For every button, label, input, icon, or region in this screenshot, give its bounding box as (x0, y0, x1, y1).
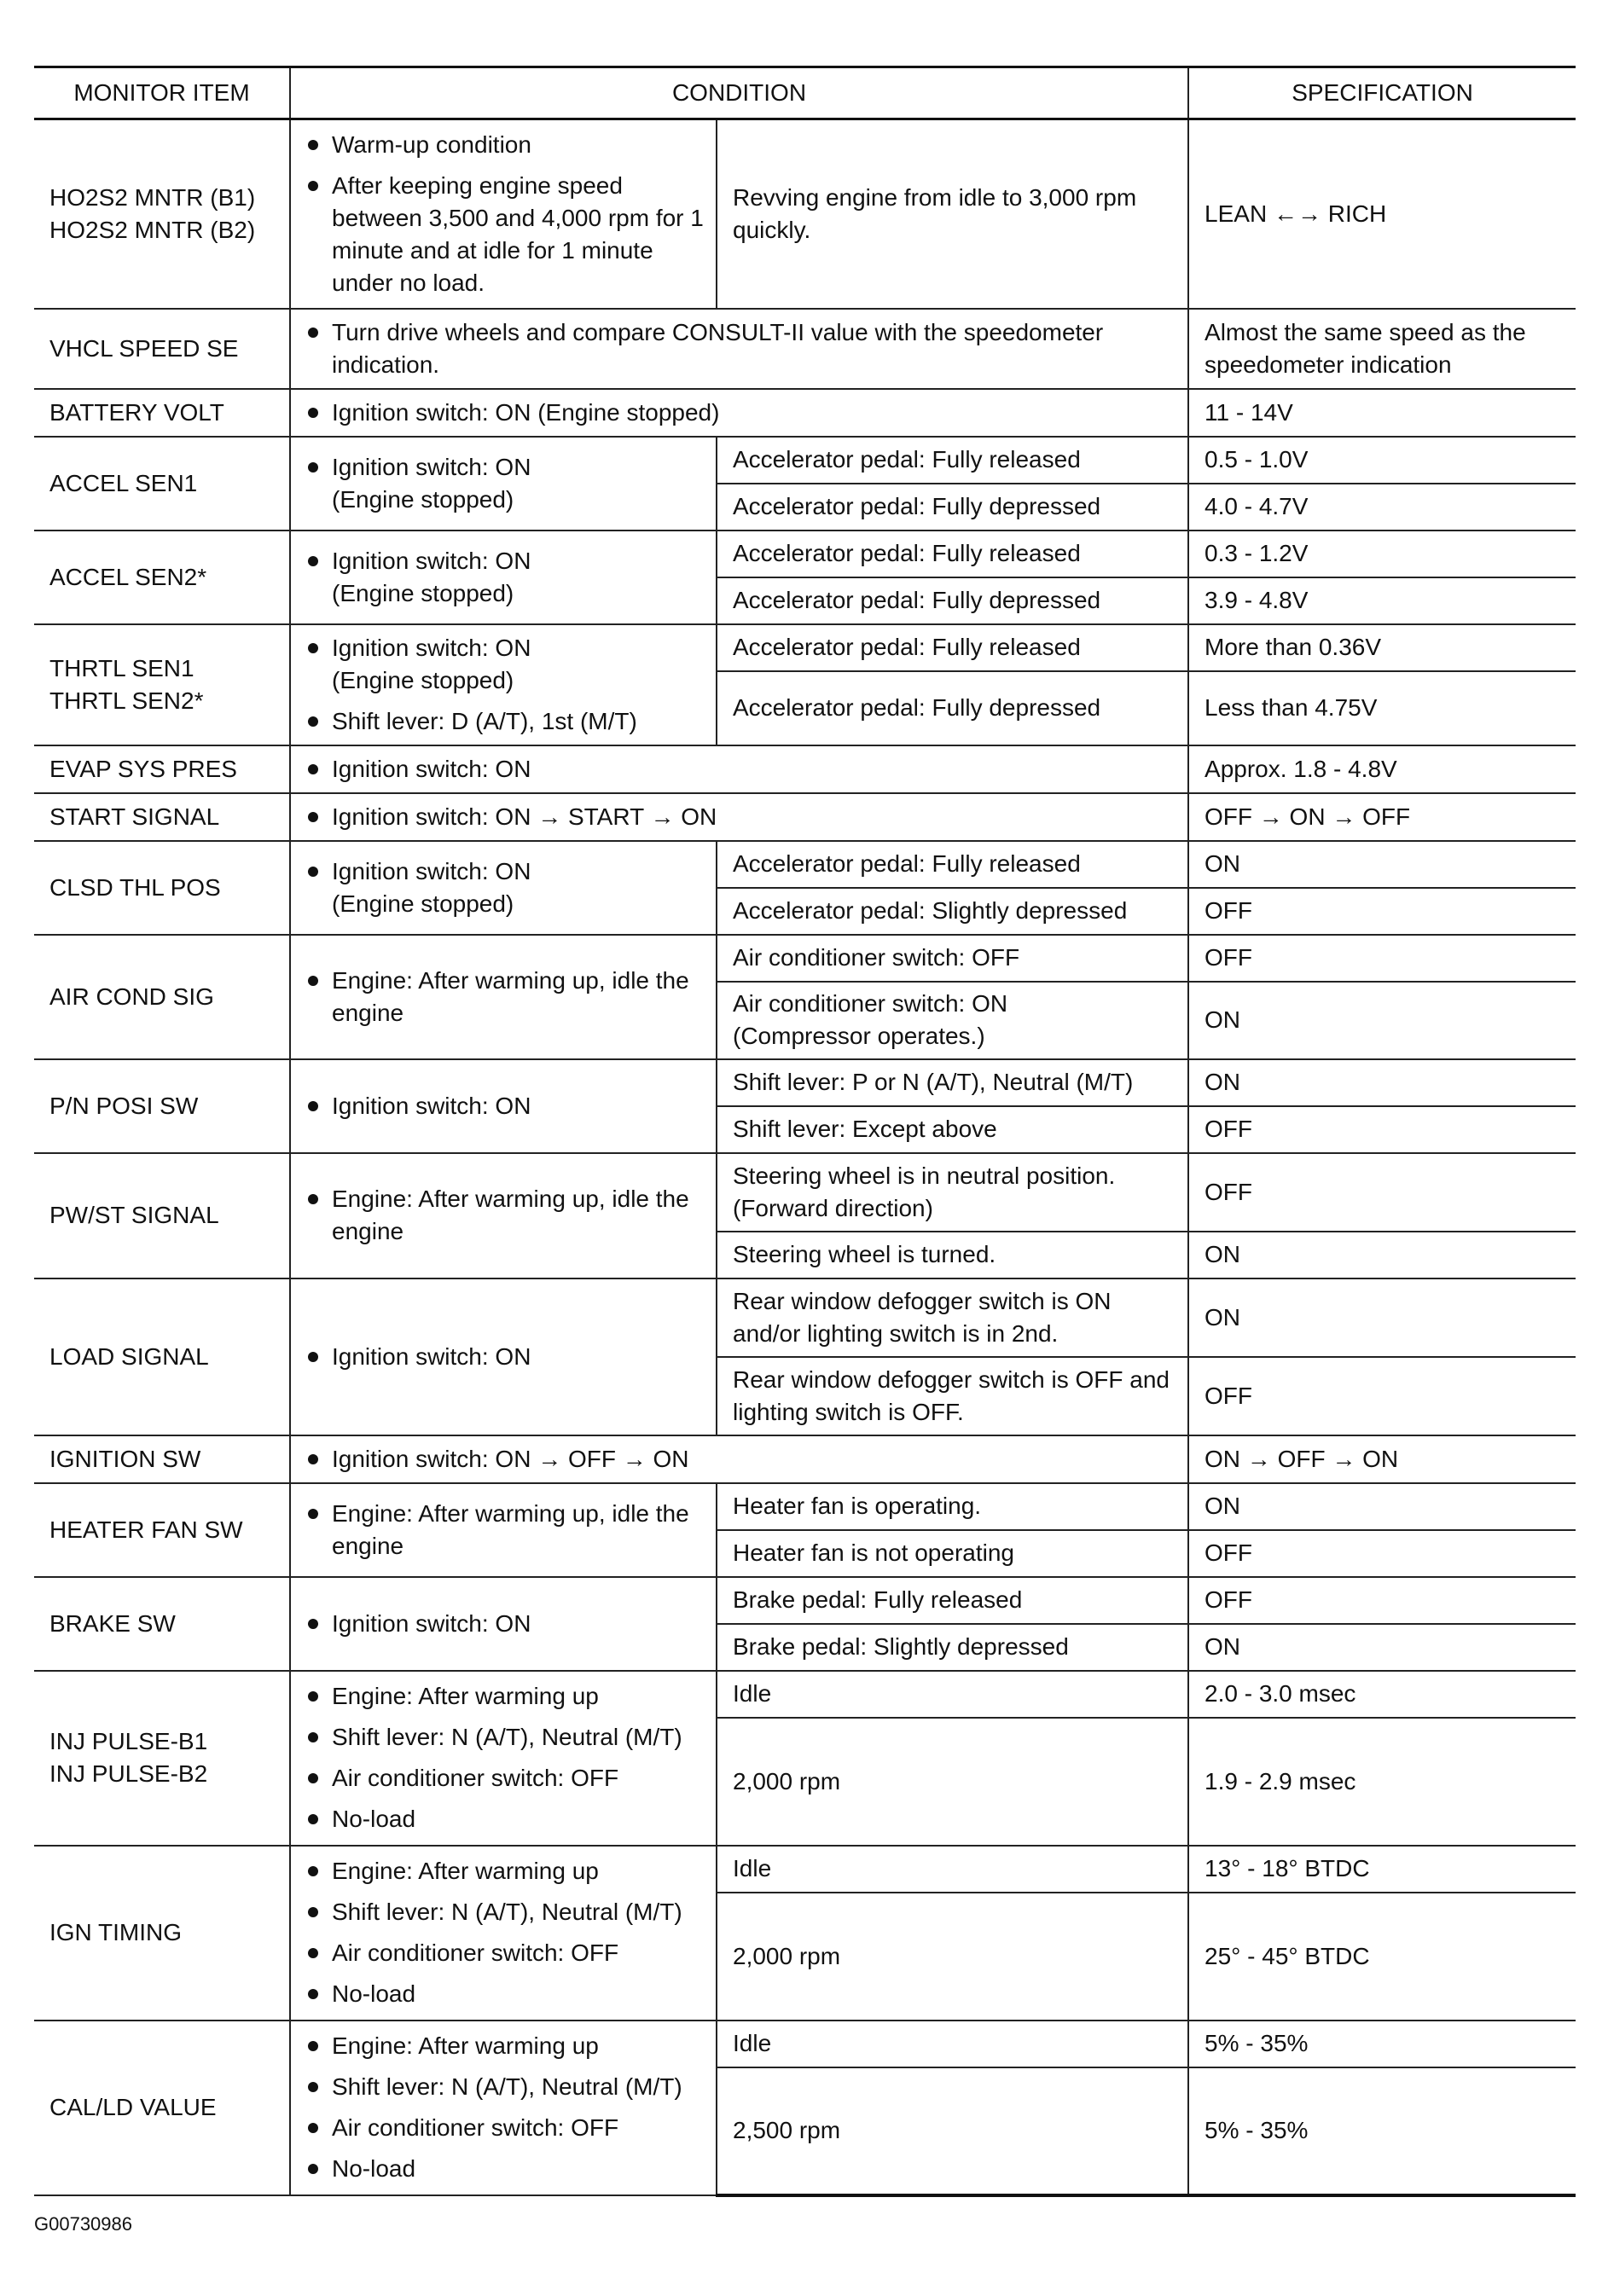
monitor-item: HO2S2 MNTR (B1) HO2S2 MNTR (B2) (34, 119, 290, 309)
sub-condition: Accelerator pedal: Fully released (717, 841, 1188, 888)
specification: OFF (1188, 888, 1576, 935)
specification: 2.0 - 3.0 msec (1188, 1671, 1576, 1718)
table-row (34, 745, 1576, 793)
condition-bullet: No-load (306, 1978, 704, 2010)
sub-condition: Accelerator pedal: Fully released (717, 437, 1188, 484)
sub-condition: Shift lever: Except above (717, 1106, 1188, 1153)
condition-bullet: Engine: After warming up, idle the engine (306, 965, 704, 1029)
monitor-item: AIR COND SIG (34, 935, 290, 1059)
condition-bullet: No-load (306, 2153, 704, 2185)
table-row (34, 841, 1576, 888)
condition (290, 309, 1188, 389)
table-row (34, 309, 1576, 389)
specification: ON (1188, 1232, 1576, 1278)
condition-bullet: Ignition switch: ON (306, 1608, 704, 1640)
specification: LEAN ←→ RICH (1188, 119, 1576, 309)
specification: ON (1188, 841, 1576, 888)
specification: 0.3 - 1.2V (1188, 531, 1576, 577)
condition-bullet: Shift lever: N (A/T), Neutral (M/T) (306, 1721, 704, 1754)
monitor-spec-table (34, 66, 1576, 2197)
sub-condition: Steering wheel is turned. (717, 1232, 1188, 1278)
condition (290, 1577, 717, 1671)
table-row (34, 1846, 1576, 1893)
monitor-item: LOAD SIGNAL (34, 1278, 290, 1435)
condition-bullet: Air conditioner switch: OFF (306, 1762, 704, 1794)
specification: 5% - 35% (1188, 2021, 1576, 2067)
table-row (34, 389, 1576, 437)
sub-condition: 2,000 rpm (717, 1893, 1188, 2021)
sub-condition: Accelerator pedal: Fully depressed (717, 577, 1188, 624)
sub-condition: 2,000 rpm (717, 1718, 1188, 1846)
condition-bullet: Warm-up condition (306, 129, 704, 161)
monitor-item: ACCEL SEN1 (34, 437, 290, 531)
monitor-item: HEATER FAN SW (34, 1483, 290, 1577)
sub-condition: Brake pedal: Slightly depressed (717, 1624, 1188, 1671)
table-row (34, 1483, 1576, 1530)
condition-bullet: Ignition switch: ON → START → ON (306, 801, 1176, 833)
specification: ON → OFF → ON (1188, 1435, 1576, 1483)
table-row (34, 793, 1576, 841)
header-specification: SPECIFICATION (1188, 67, 1576, 119)
condition-bullet: Shift lever: N (A/T), Neutral (M/T) (306, 1896, 704, 1928)
specification: ON (1188, 1483, 1576, 1530)
sub-condition: 2,500 rpm (717, 2067, 1188, 2195)
sub-condition: Air conditioner switch: OFF (717, 935, 1188, 982)
condition (290, 793, 1188, 841)
condition (290, 1059, 717, 1153)
specification: 1.9 - 2.9 msec (1188, 1718, 1576, 1846)
monitor-item: CLSD THL POS (34, 841, 290, 935)
table-row (34, 935, 1576, 982)
table-row (34, 1577, 1576, 1624)
monitor-item: IGN TIMING (34, 1846, 290, 2021)
sub-condition: Rear window defogger switch is ON and/or lighting switch is in 2nd. (717, 1278, 1188, 1357)
condition-bullet: Air conditioner switch: OFF (306, 2112, 704, 2144)
condition (290, 2021, 717, 2195)
condition-bullet: Ignition switch: ON (Engine stopped) (306, 545, 704, 610)
sub-condition: Accelerator pedal: Slightly depressed (717, 888, 1188, 935)
condition-bullet: Air conditioner switch: OFF (306, 1937, 704, 1969)
specification: OFF (1188, 1153, 1576, 1232)
table-row (34, 1059, 1576, 1106)
monitor-item: EVAP SYS PRES (34, 745, 290, 793)
specification: Less than 4.75V (1188, 671, 1576, 745)
condition (290, 531, 717, 624)
sub-condition: Steering wheel is in neutral position. (Forward direction) (717, 1153, 1188, 1232)
condition-bullet: After keeping engine speed between 3,500 and 4,000 rpm for 1 minute and at idle for 1 minute under no load. (306, 170, 704, 299)
sub-condition: Revving engine from idle to 3,000 rpm quickly. (717, 119, 1188, 309)
condition (290, 1153, 717, 1278)
specification: 4.0 - 4.7V (1188, 484, 1576, 531)
condition-bullet: Engine: After warming up (306, 1855, 704, 1887)
specification: More than 0.36V (1188, 624, 1576, 671)
specification: ON (1188, 982, 1576, 1059)
specification: 13° - 18° BTDC (1188, 1846, 1576, 1893)
sub-condition: Heater fan is not operating (717, 1530, 1188, 1577)
monitor-item: IGNITION SW (34, 1435, 290, 1483)
table-row (34, 1671, 1576, 1718)
header-row (34, 67, 1576, 119)
monitor-item: BRAKE SW (34, 1577, 290, 1671)
table-row (34, 624, 1576, 671)
sub-condition: Heater fan is operating. (717, 1483, 1188, 1530)
figure-id: G00730986 (34, 2213, 132, 2235)
table-row (34, 1278, 1576, 1357)
specification: Almost the same speed as the speedometer indication (1188, 309, 1576, 389)
condition-bullet: Ignition switch: ON → OFF → ON (306, 1443, 1176, 1476)
condition (290, 1671, 717, 1846)
condition (290, 1278, 717, 1435)
sub-condition: Rear window defogger switch is OFF and lighting switch is OFF. (717, 1357, 1188, 1435)
header-monitor-item: MONITOR ITEM (34, 67, 290, 119)
condition (290, 624, 717, 745)
sub-condition: Idle (717, 2021, 1188, 2067)
condition-bullet: Engine: After warming up, idle the engine (306, 1183, 704, 1248)
condition-bullet: Ignition switch: ON (Engine stopped) (306, 451, 704, 516)
condition-bullet: Shift lever: D (A/T), 1st (M/T) (306, 705, 704, 738)
sub-condition: Idle (717, 1846, 1188, 1893)
condition (290, 841, 717, 935)
monitor-item: VHCL SPEED SE (34, 309, 290, 389)
table-row (34, 1153, 1576, 1232)
sub-condition: Accelerator pedal: Fully released (717, 624, 1188, 671)
specification: OFF (1188, 1106, 1576, 1153)
monitor-item: CAL/LD VALUE (34, 2021, 290, 2195)
specification: ON (1188, 1059, 1576, 1106)
sub-condition: Accelerator pedal: Fully depressed (717, 671, 1188, 745)
specification: ON (1188, 1624, 1576, 1671)
condition-bullet: Shift lever: N (A/T), Neutral (M/T) (306, 2071, 704, 2103)
specification: Approx. 1.8 - 4.8V (1188, 745, 1576, 793)
table-row (34, 531, 1576, 577)
condition-bullet: Ignition switch: ON (Engine stopped) (306, 397, 1176, 429)
monitor-item: INJ PULSE-B1 INJ PULSE-B2 (34, 1671, 290, 1846)
condition (290, 1483, 717, 1577)
monitor-item: ACCEL SEN2* (34, 531, 290, 624)
header-condition: CONDITION (290, 67, 1188, 119)
specification: 25° - 45° BTDC (1188, 1893, 1576, 2021)
specification: OFF (1188, 1357, 1576, 1435)
condition (290, 935, 717, 1059)
condition-bullet: Ignition switch: ON (Engine stopped) (306, 632, 704, 697)
table-row (34, 2021, 1576, 2067)
sub-condition: Air conditioner switch: ON (Compressor operates.) (717, 982, 1188, 1059)
specification: 5% - 35% (1188, 2067, 1576, 2195)
condition (290, 389, 1188, 437)
condition-bullet: Engine: After warming up (306, 2030, 704, 2062)
specification: 3.9 - 4.8V (1188, 577, 1576, 624)
specification: 0.5 - 1.0V (1188, 437, 1576, 484)
table-row (34, 119, 1576, 309)
specification: OFF (1188, 935, 1576, 982)
condition (290, 437, 717, 531)
monitor-item: START SIGNAL (34, 793, 290, 841)
monitor-item: PW/ST SIGNAL (34, 1153, 290, 1278)
specification: 11 - 14V (1188, 389, 1576, 437)
sub-condition: Accelerator pedal: Fully released (717, 531, 1188, 577)
table-row (34, 1435, 1576, 1483)
monitor-item: P/N POSI SW (34, 1059, 290, 1153)
sub-condition: Shift lever: P or N (A/T), Neutral (M/T) (717, 1059, 1188, 1106)
condition (290, 119, 717, 309)
monitor-item: THRTL SEN1 THRTL SEN2* (34, 624, 290, 745)
sub-condition: Accelerator pedal: Fully depressed (717, 484, 1188, 531)
table-row (34, 437, 1576, 484)
condition-bullet: Engine: After warming up, idle the engine (306, 1498, 704, 1563)
condition-bullet: Ignition switch: ON (306, 1090, 704, 1122)
condition (290, 745, 1188, 793)
condition-bullet: No-load (306, 1803, 704, 1835)
specification: OFF (1188, 1577, 1576, 1624)
condition-bullet: Ignition switch: ON (306, 1341, 704, 1373)
condition-bullet: Ignition switch: ON (306, 753, 1176, 786)
specification: ON (1188, 1278, 1576, 1357)
condition (290, 1435, 1188, 1483)
monitor-item: BATTERY VOLT (34, 389, 290, 437)
condition (290, 1846, 717, 2021)
sub-condition: Idle (717, 1671, 1188, 1718)
condition-bullet: Ignition switch: ON (Engine stopped) (306, 855, 704, 920)
sub-condition: Brake pedal: Fully released (717, 1577, 1188, 1624)
specification: OFF (1188, 1530, 1576, 1577)
condition-bullet: Engine: After warming up (306, 1680, 704, 1713)
specification: OFF → ON → OFF (1188, 793, 1576, 841)
condition-bullet: Turn drive wheels and compare CONSULT-II value with the speedometer indication. (306, 316, 1176, 381)
